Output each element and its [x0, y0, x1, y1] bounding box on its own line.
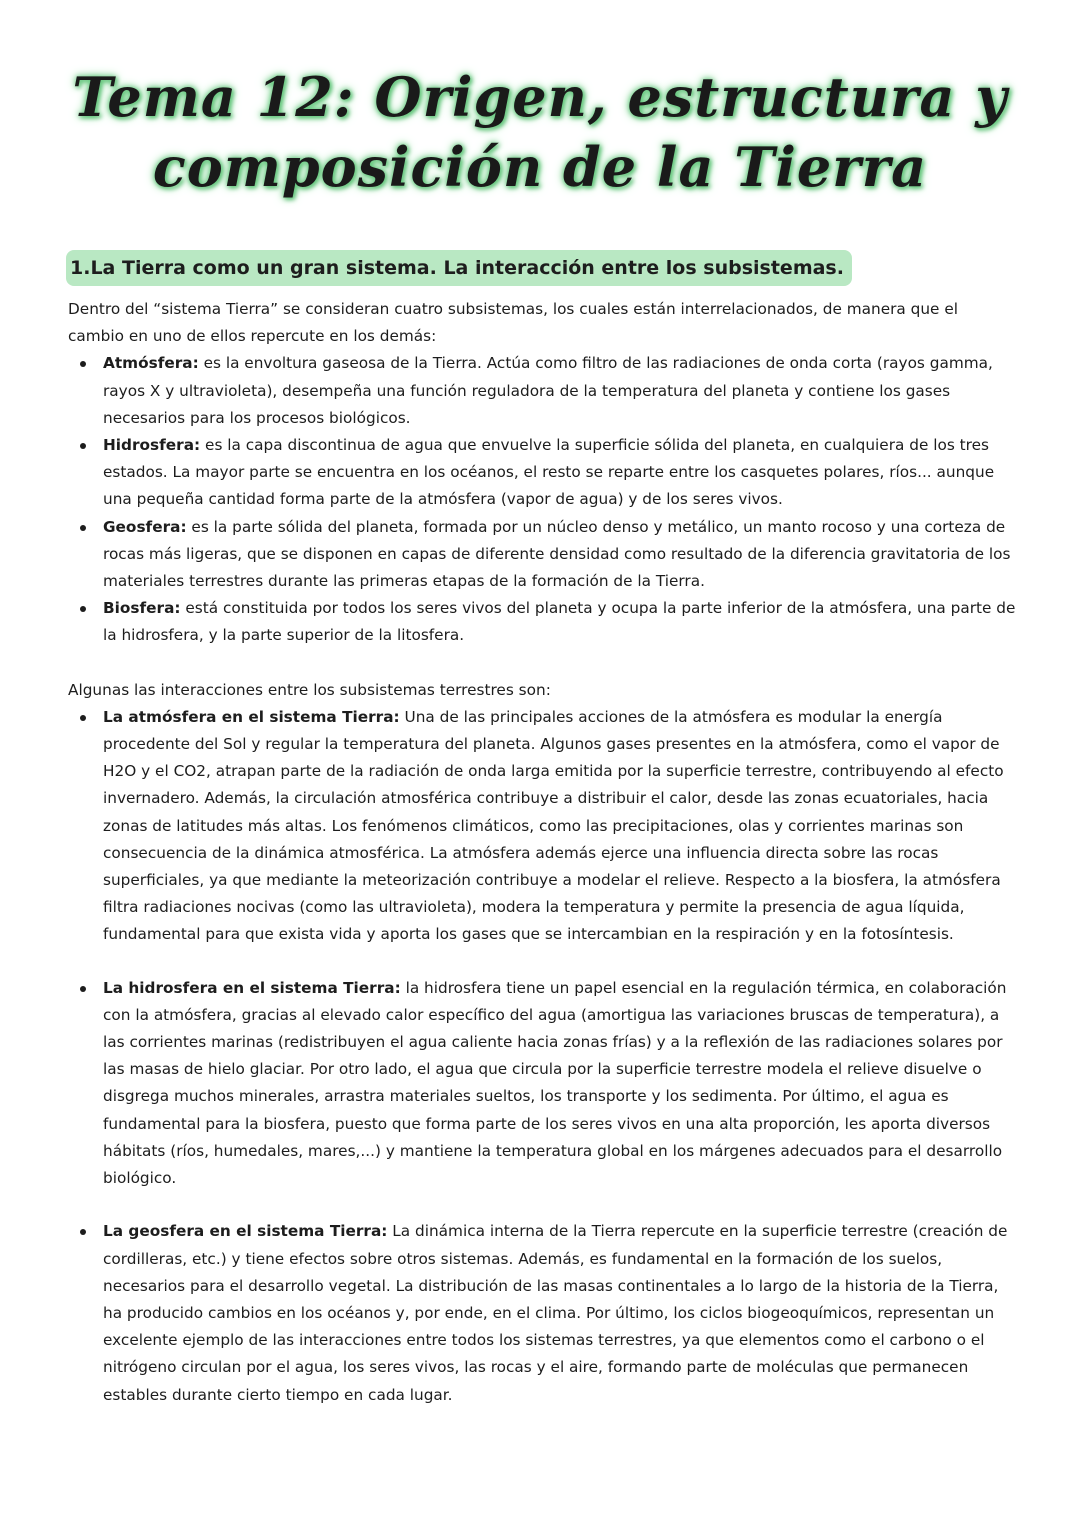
term-hidrosfera-sistema: La hidrosfera en el sistema Tierra:	[103, 978, 401, 997]
term-geosfera-sistema: La geosfera en el sistema Tierra:	[103, 1222, 388, 1241]
definition-biosfera: está constituida por todos los seres vivos del planeta y ocupa la parte inferior de la atmósfera, una parte de la hidrosfera, y la parte superior de la litosfera.	[103, 599, 1016, 645]
list-item-biosfera	[68, 595, 1018, 649]
term-geosfera: Geosfera:	[103, 517, 187, 536]
term-hidrosfera: Hidrosfera:	[103, 436, 201, 455]
page-title-line-2: composición de la Tierra	[152, 135, 928, 199]
intro-paragraph: Dentro del “sistema Tierra” se consideran cuatro subsistemas, los cuales están interrelacionados, de manera que el cambio en uno de ellos repercute en los demás:	[68, 300, 958, 346]
section-heading: 1.La Tierra como un gran sistema. La interacción entre los subsistemas.	[66, 250, 852, 286]
list-item-atmosfera	[68, 350, 1018, 432]
text-atmosfera-sistema: Una de las principales acciones de la atmósfera es modular la energía procedente del Sol y regular la temperatura del planeta. Algunos gases presentes en la atmósfera, como el vapor de H2O y el CO2, atrapan parte de la radiación de onda larga emitida por la superficie terrestre, contribuyendo al efecto invernadero. Además, la circulación atmosférica contribuye a distribuir el calor, desde las zonas ecuatoriales, hacia zonas de latitudes más altas. Los fenómenos climáticos, como las precipitaciones, olas y corrientes marinas son consecuencia de la dinámica atmosférica. La atmósfera además ejerce una influencia directa sobre las rocas superficiales, ya que mediante la meteorización contribuye a modelar el relieve. Respecto a la biosfera, la atmósfera filtra radiaciones nocivas (como las ultravioleta), modera la temperatura y permite la presencia de agua líquida, fundamental para que exista vida y aporta los gases que se intercambian en la respiración y en la fotosíntesis.	[103, 707, 1004, 944]
section-content	[68, 296, 1018, 1409]
list-item-geosfera-interaction	[68, 1218, 1018, 1408]
list-item-hidrosfera-interaction	[68, 975, 1018, 1193]
interactions-list	[68, 704, 1018, 1409]
text-geosfera-sistema: La dinámica interna de la Tierra repercute en la superficie terrestre (creación de cordilleras, etc.) y tiene efectos sobre otros sistemas. Además, es fundamental en la formación de los suelos, necesarios para el desarrollo vegetal. La distribución de las masas continentales a lo largo de la historia de la Tierra, ha producido cambios en los océanos y, por ende, en el clima. Por último, los ciclos biogeoquímicos, representan un excelente ejemplo de las interacciones entre todos los sistemas terrestres, ya que elementos como el carbono o el nitrógeno circulan por el agua, los seres vivos, las rocas y el aire, formando parte de moléculas que permanecen estables durante cierto tiempo en cada lugar.	[103, 1222, 1008, 1404]
interactions-intro: Algunas las interacciones entre los subsistemas terrestres son:	[68, 680, 551, 699]
definition-atmosfera: es la envoltura gaseosa de la Tierra. Actúa como filtro de las radiaciones de onda corta (rayos gamma, rayos X y ultravioleta), desempeña una función reguladora de la temperatura del planeta y contiene los gases necesarios para los procesos biológicos.	[103, 354, 993, 427]
definition-hidrosfera: es la capa discontinua de agua que envuelve la superficie sólida del planeta, en cualquiera de los tres estados. La mayor parte se encuentra en los océanos, el resto se reparte entre los casquetes polares, ríos... aunque una pequeña cantidad forma parte de la atmósfera (vapor de agua) y de los seres vivos.	[103, 436, 995, 509]
list-item-hidrosfera	[68, 432, 1018, 514]
subsystems-list	[68, 350, 1018, 649]
list-item-geosfera	[68, 514, 1018, 596]
list-item-atmosfera-interaction	[68, 704, 1018, 949]
page-title-line-1: Tema 12: Origen, estructura y	[72, 65, 1008, 129]
text-hidrosfera-sistema: la hidrosfera tiene un papel esencial en la regulación térmica, en colaboración con la atmósfera, gracias al elevado calor específico del agua (amortigua las variaciones bruscas de temperatura), a las corrientes marinas (redistribuyen el agua caliente hacia zonas frías) y a la reflexión de las radiaciones solares por las masas de hielo glaciar. Por otro lado, el agua que circula por la superficie terrestre modela el relieve disuelve o disgrega muchos minerales, arrastra materiales sueltos, los transporte y los sedimenta. Por último, el agua es fundamental para la biosfera, puesto que forma parte de los seres vivos en una alta proporción, les aporta diversos hábitats (ríos, humedales, mares,...) y mantiene la temperatura global en los márgenes adecuados para el desarrollo biológico.	[103, 978, 1007, 1188]
term-atmosfera: Atmósfera:	[103, 354, 199, 373]
definition-geosfera: es la parte sólida del planeta, formada por un núcleo denso y metálico, un manto rocoso y una corteza de rocas más ligeras, que se disponen en capas de diferente densidad como resultado de la diferencia gravitatoria de los materiales terrestres durante las primeras etapas de la formación de la Tierra.	[103, 517, 1011, 591]
term-biosfera: Biosfera:	[103, 599, 181, 618]
term-atmosfera-sistema: La atmósfera en el sistema Tierra:	[103, 707, 400, 726]
